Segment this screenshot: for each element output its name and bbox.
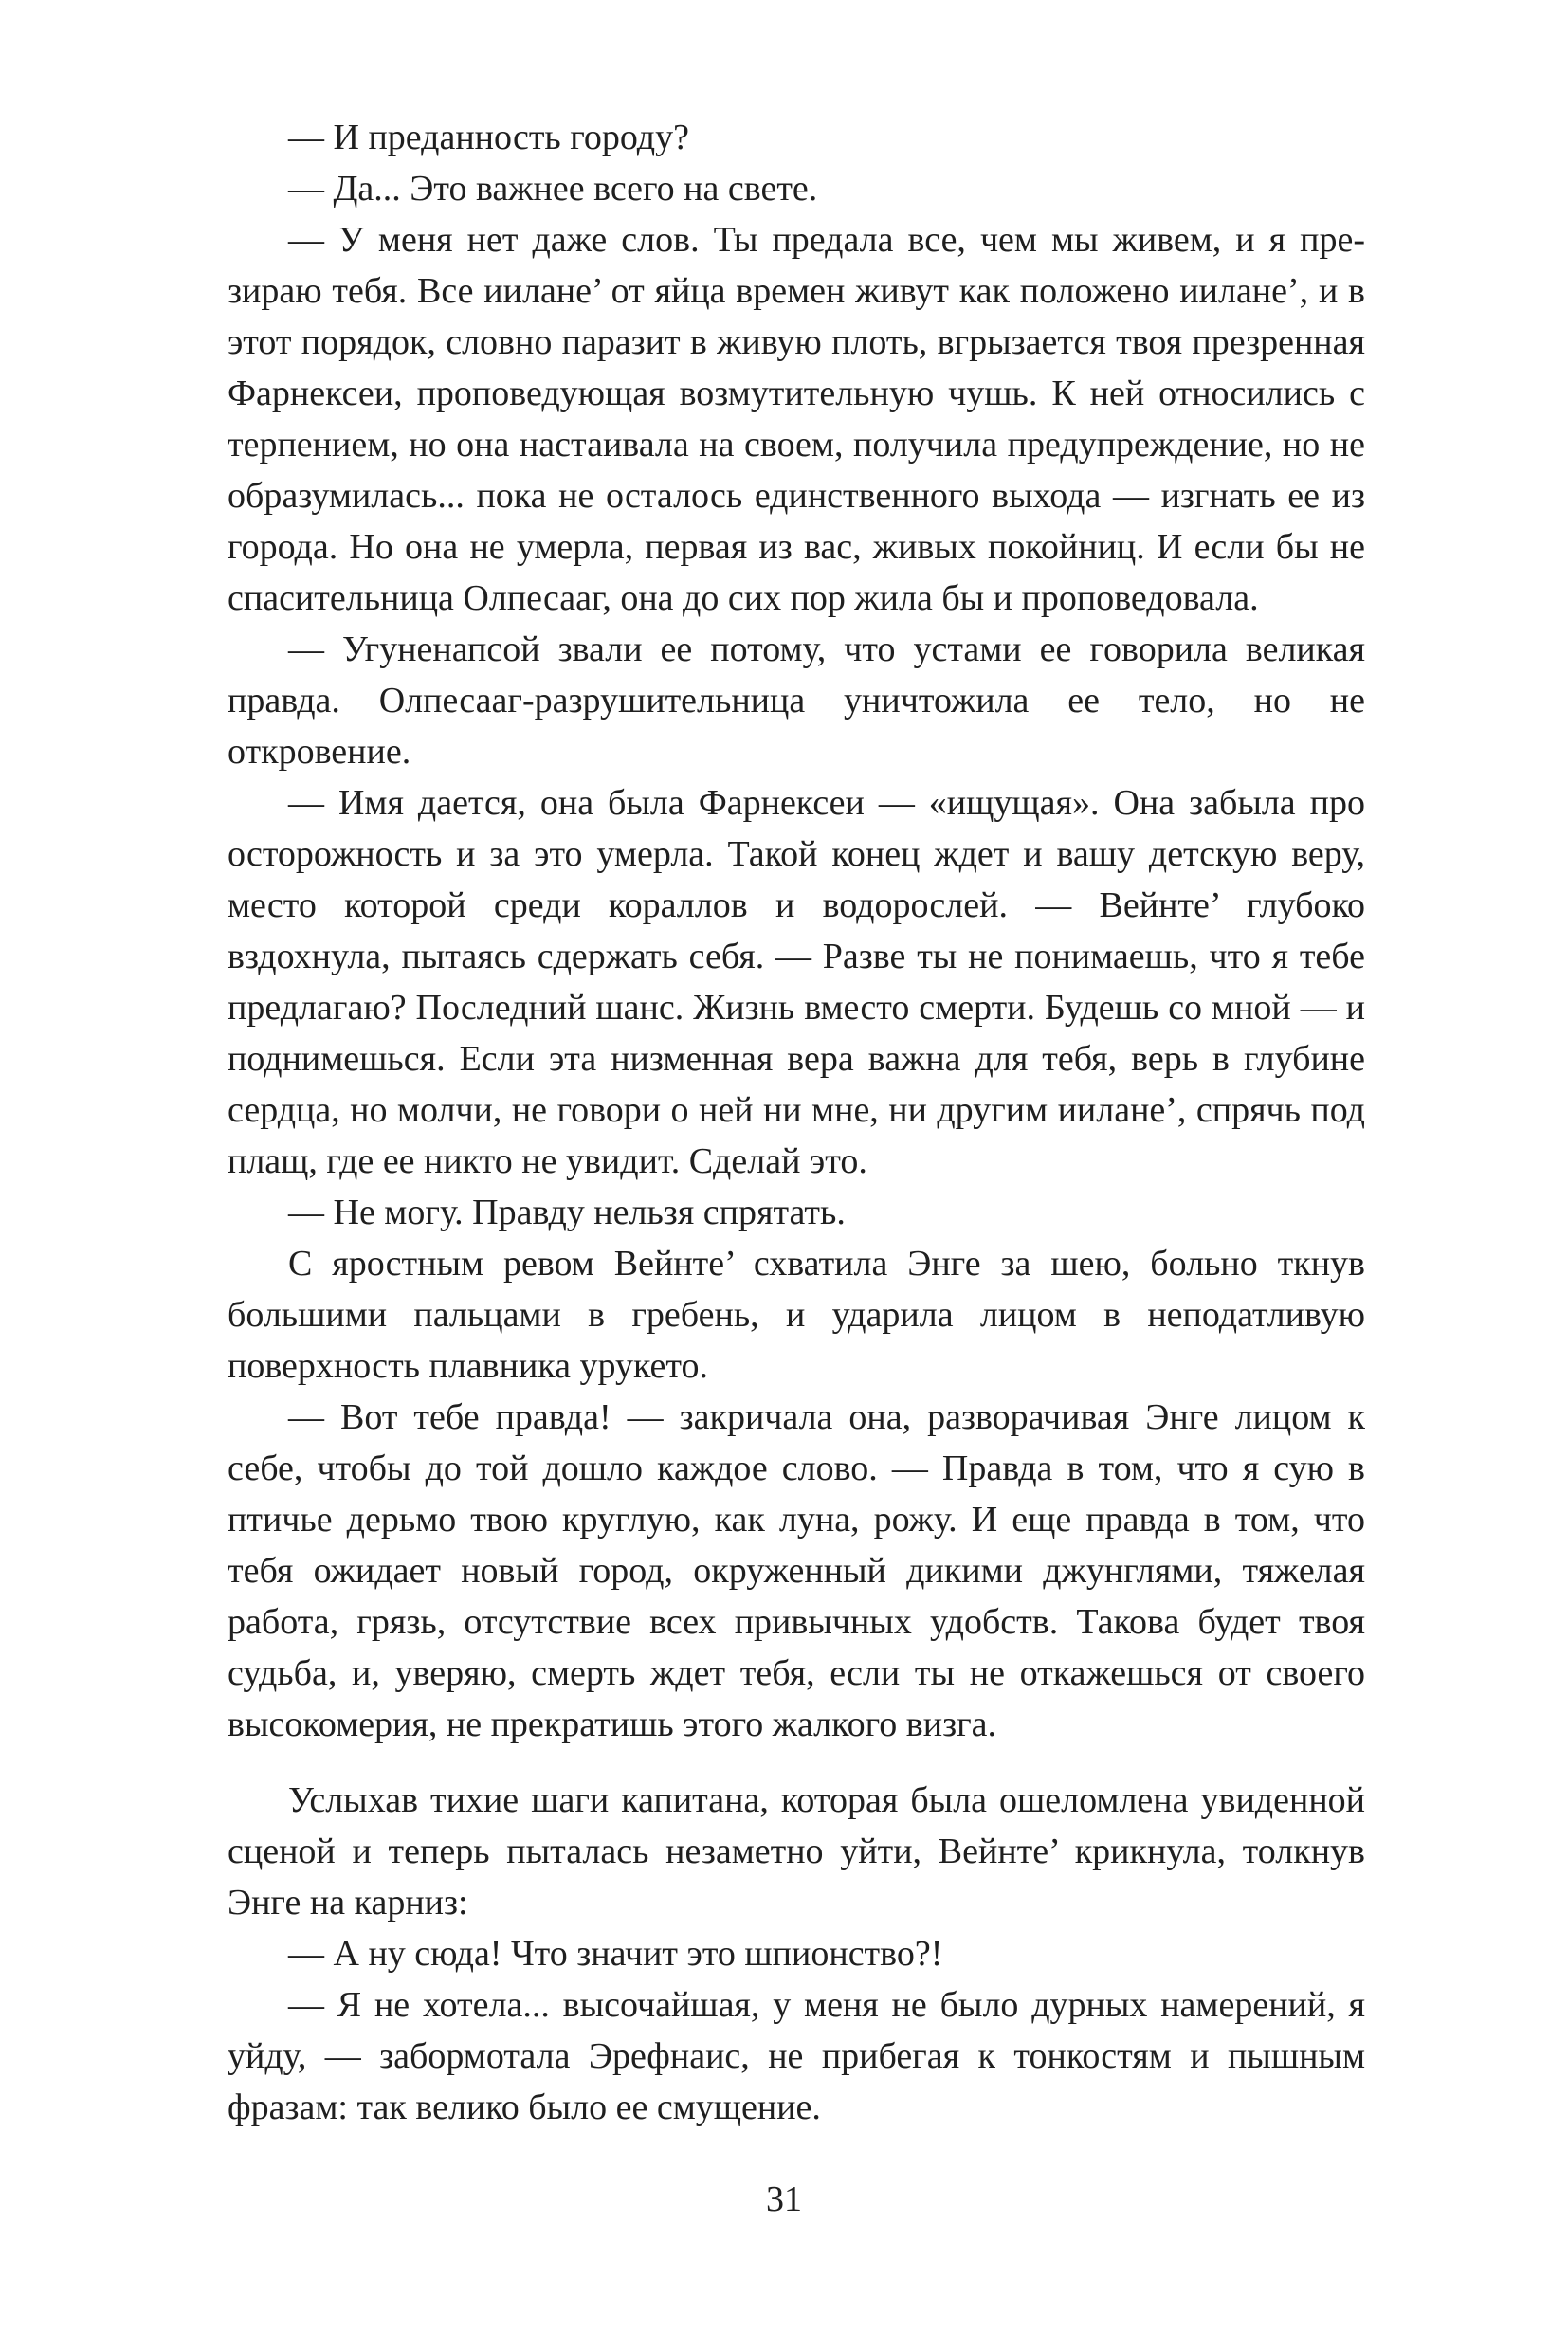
book-page-text — [228, 112, 1365, 2133]
paragraph-10: — А ну сюда! Что значит это шпионство?! — [288, 1934, 943, 1974]
paragraph-7: С яростным ревом Вейнте’ схватила Энге за шею, больно ткнув большими пальцами в гребень, и ударила лицом в неподатливую поверхность плавника урукето. — [228, 1244, 1365, 1386]
paragraph-9: Услыхав тихие шаги капитана, которая была ошеломлена увиденной сценой и теперь пыталась незаметно уйти, Вейнте’ крикнула, толкнув Энге на карниз: — [228, 1780, 1365, 1923]
paragraph-8: — Вот тебе правда! — закричала она, разворачивая Энге лицом к себе, чтобы до той дошло каждое слово. — Правда в том, что я сую в птичье дерьмо твою круглую, как луна, рожу. И еще правда в том, что тебя ожидает новый город, окруженный дикими джунглями, тяжелая работа, грязь, отсутствие всех привычных удобств. Такова будет твоя судьба, и, уверяю, смерть ждет тебя, если ты не откажешься от своего высокомерия, не прекратишь этого жалкого визга. — [228, 1397, 1365, 1744]
paragraph-1: — И преданность городу? — [288, 118, 690, 157]
paragraph-11: — Я не хотела... высочайшая, у меня не было дурных намерений, я уйду, — забормотала Эрефнаис, не прибегая к тонкостям и пышным фразам: так велико было ее смущение. — [228, 1985, 1365, 2127]
paragraph-5: — Имя дается, она была Фарнексеи — «ищущая». Она забыла про осторожность и за это умерла. Такой конец ждет и вашу детскую веру, место которой среди кораллов и водорослей. — Вейнте’ глубоко вздохнула, пытаясь сдержать себя. — Разве ты не понимаешь, что я тебе предлагаю? Последний шанс. Жизнь вместо смерти. Будешь со мной — и поднимешься. Если эта низменная вера важна для тебя, верь в глубине сердца, но молчи, не говори о ней ни мне, ни другим иилане’, спрячь под плащ, где ее никто не увидит. Сделай это. — [228, 783, 1365, 1181]
paragraph-3: — У меня нет даже слов. Ты предала все, чем мы живем, и я презираю тебя. Все иилане’ от яйца времен живут как положено иилане’, и в этот порядок, словно паразит в живую плоть, вгрызается твоя презренная Фарнексеи, проповедующая возмутительную чушь. К ней относились с терпением, но она настаивала на своем, получила предупреждение, но не образумилась... пока не осталось единственного выхода — изгнать ее из города. Но она не умерла, первая из вас, живых покойниц. И если бы не спасительница Олпесааг, она до сих пор жила бы и проповедовала. — [228, 220, 1365, 618]
paragraph-2: — Да... Это важнее всего на свете. — [288, 169, 818, 209]
paragraph-6: — Не могу. Правду нельзя спрятать. — [288, 1193, 846, 1232]
paragraph-4: — Угуненапсой звали ее потому, что устами ее говорила великая правда. Олпесааг-разрушительница уничтожила ее тело, но не откровение. — [228, 629, 1365, 772]
page-number: 31 — [766, 2179, 802, 2219]
